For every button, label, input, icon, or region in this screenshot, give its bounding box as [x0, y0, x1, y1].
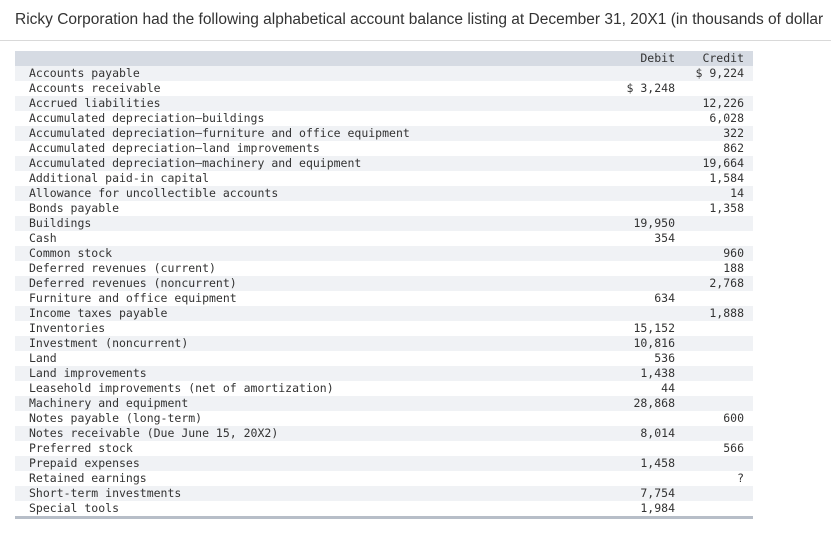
table-row — [15, 321, 753, 336]
table-row — [15, 186, 753, 201]
table-row — [15, 306, 753, 321]
account-name: Retained earnings — [29, 471, 147, 485]
account-name: Notes receivable (Due June 15, 20X2) — [29, 426, 279, 440]
table-row — [15, 201, 753, 216]
debit-amount: $ 3,248 — [626, 81, 675, 95]
account-name: Deferred revenues (noncurrent) — [29, 276, 237, 290]
table-row — [15, 66, 753, 81]
debit-amount: 1,984 — [640, 501, 675, 515]
account-name: Land improvements — [29, 366, 147, 380]
table-body — [15, 66, 753, 516]
credit-column-header: Credit — [702, 51, 744, 65]
table-row — [15, 216, 753, 231]
account-name: Cash — [29, 231, 57, 245]
account-name: Short-term investments — [29, 486, 182, 500]
account-name: Inventories — [29, 321, 106, 335]
debit-amount: 8,014 — [640, 426, 675, 440]
credit-amount: 1,584 — [709, 171, 744, 185]
credit-amount: ? — [737, 471, 744, 485]
debit-amount: 28,868 — [633, 396, 675, 410]
table-row — [15, 111, 753, 126]
account-name: Accumulated depreciation—machinery and equipment — [29, 156, 362, 170]
table-row — [15, 246, 753, 261]
account-name: Accounts receivable — [29, 81, 161, 95]
debit-amount: 536 — [654, 351, 675, 365]
table-header-row — [15, 51, 753, 66]
table-row — [15, 156, 753, 171]
debit-amount: 10,816 — [633, 336, 675, 350]
account-name: Special tools — [29, 501, 120, 515]
table-row — [15, 426, 753, 441]
account-name: Accrued liabilities — [29, 96, 161, 110]
table-row — [15, 366, 753, 381]
account-name: Preferred stock — [29, 441, 133, 455]
account-name: Common stock — [29, 246, 113, 260]
credit-amount: 322 — [723, 126, 744, 140]
debit-amount: 7,754 — [640, 486, 675, 500]
table-row — [15, 441, 753, 456]
table-bottom-border — [15, 516, 753, 519]
credit-amount: 960 — [723, 246, 744, 260]
table-row — [15, 261, 753, 276]
account-name: Income taxes payable — [29, 306, 168, 320]
debit-amount: 1,458 — [640, 456, 675, 470]
credit-amount: 1,358 — [709, 201, 744, 215]
table-row — [15, 291, 753, 306]
table-row — [15, 141, 753, 156]
account-name: Leasehold improvements (net of amortization) — [29, 381, 334, 395]
account-name: Bonds payable — [29, 201, 120, 215]
table-row — [15, 231, 753, 246]
account-name: Machinery and equipment — [29, 396, 189, 410]
debit-amount: 1,438 — [640, 366, 675, 380]
account-name: Land — [29, 351, 57, 365]
account-name: Buildings — [29, 216, 92, 230]
table-row — [15, 81, 753, 96]
credit-amount: 6,028 — [709, 111, 744, 125]
account-name: Accumulated depreciation—furniture and office equipment — [29, 126, 410, 140]
debit-amount: 44 — [661, 381, 675, 395]
credit-amount: 19,664 — [702, 156, 744, 170]
table-row — [15, 471, 753, 486]
credit-amount: 566 — [723, 441, 744, 455]
credit-amount: $ 9,224 — [695, 66, 744, 80]
account-name: Accumulated depreciation—land improvements — [29, 141, 320, 155]
table-row — [15, 381, 753, 396]
account-balance-table — [15, 51, 753, 519]
account-name: Deferred revenues (current) — [29, 261, 216, 275]
debit-amount: 19,950 — [633, 216, 675, 230]
credit-amount: 188 — [723, 261, 744, 275]
table-row — [15, 351, 753, 366]
account-name: Furniture and office equipment — [29, 291, 237, 305]
table-row — [15, 501, 753, 516]
debit-column-header: Debit — [640, 51, 675, 65]
credit-amount: 2,768 — [709, 276, 744, 290]
account-name: Notes payable (long-term) — [29, 411, 203, 425]
table-row — [15, 456, 753, 471]
debit-amount: 354 — [654, 231, 675, 245]
table-row — [15, 171, 753, 186]
account-name: Allowance for uncollectible accounts — [29, 186, 279, 200]
table-row — [15, 276, 753, 291]
credit-amount: 600 — [723, 411, 744, 425]
divider — [0, 40, 831, 41]
account-name: Accumulated depreciation—buildings — [29, 111, 265, 125]
table-row — [15, 411, 753, 426]
account-name: Additional paid-in capital — [29, 171, 210, 185]
table-row — [15, 336, 753, 351]
debit-amount: 634 — [654, 291, 675, 305]
credit-amount: 862 — [723, 141, 744, 155]
table-row — [15, 486, 753, 501]
debit-amount: 15,152 — [633, 321, 675, 335]
account-name: Prepaid expenses — [29, 456, 140, 470]
table-row — [15, 126, 753, 141]
credit-amount: 14 — [730, 186, 744, 200]
account-name: Accounts payable — [29, 66, 140, 80]
credit-amount: 1,888 — [709, 306, 744, 320]
table-row — [15, 96, 753, 111]
credit-amount: 12,226 — [702, 96, 744, 110]
table-row — [15, 396, 753, 411]
intro-text: Ricky Corporation had the following alphabetical account balance listing at December 31, 20X1 (in thousands of dollar — [15, 11, 824, 28]
account-name: Investment (noncurrent) — [29, 336, 189, 350]
